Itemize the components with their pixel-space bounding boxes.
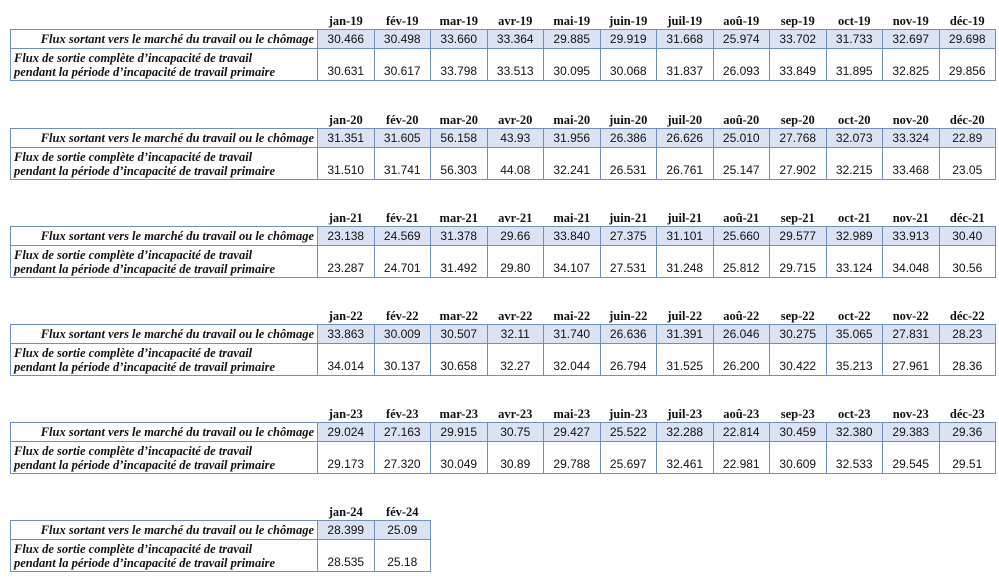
- value-cell: 30.422: [770, 344, 827, 376]
- value-cell: 29.698: [939, 30, 996, 49]
- value-cell: 32.533: [826, 442, 883, 474]
- value-cell: 33.468: [883, 148, 940, 180]
- value-cell: 33.798: [431, 49, 488, 81]
- flux-table: [10, 309, 996, 376]
- value-cell: 32.825: [883, 49, 940, 81]
- value-cell: 29.427: [544, 423, 601, 442]
- value-cell: 43.93: [487, 129, 544, 148]
- month-header: oct-19: [826, 14, 883, 30]
- month-header: mar-23: [431, 407, 488, 423]
- month-header: fév-22: [374, 309, 431, 325]
- value-cell: 29.173: [318, 442, 375, 474]
- value-cell: 22.814: [713, 423, 770, 442]
- month-header: jan-24: [318, 505, 375, 521]
- month-header: mar-22: [431, 309, 488, 325]
- value-cell: 33.364: [487, 30, 544, 49]
- month-header: mar-20: [431, 113, 488, 129]
- value-cell: 22.89: [939, 129, 996, 148]
- value-cell: 35.213: [826, 344, 883, 376]
- value-cell: 27.163: [374, 423, 431, 442]
- header-blank: [11, 407, 318, 423]
- header-row: [11, 211, 996, 227]
- month-header: jan-20: [318, 113, 375, 129]
- month-header: aoû-20: [713, 113, 770, 129]
- value-cell: 25.812: [713, 246, 770, 278]
- row-flux-sortie: [11, 246, 996, 278]
- month-header: déc-19: [939, 14, 996, 30]
- value-cell: 27.320: [374, 442, 431, 474]
- row-label-flux-marche: Flux sortant vers le marché du travail ou le chômage: [11, 30, 318, 49]
- value-cell: 32.697: [883, 30, 940, 49]
- value-cell: 31.668: [657, 30, 714, 49]
- month-header: oct-22: [826, 309, 883, 325]
- value-cell: 33.863: [318, 325, 375, 344]
- value-cell: 29.80: [487, 246, 544, 278]
- month-header: sep-19: [770, 14, 827, 30]
- value-cell: 31.378: [431, 227, 488, 246]
- row-flux-marche: [11, 521, 431, 540]
- value-cell: 30.068: [600, 49, 657, 81]
- month-header: aoû-22: [713, 309, 770, 325]
- value-cell: 31.733: [826, 30, 883, 49]
- month-header: juil-19: [657, 14, 714, 30]
- value-cell: 32.27: [487, 344, 544, 376]
- row-label-line: Flux de sortie complète d’incapacité de travail: [14, 247, 253, 262]
- value-cell: 32.461: [657, 442, 714, 474]
- value-cell: 24.701: [374, 246, 431, 278]
- value-cell: 35.065: [826, 325, 883, 344]
- value-cell: 29.715: [770, 246, 827, 278]
- header-blank: [11, 14, 318, 30]
- value-cell: 32.241: [544, 148, 601, 180]
- value-cell: 29.51: [939, 442, 996, 474]
- month-header: oct-23: [826, 407, 883, 423]
- value-cell: 33.913: [883, 227, 940, 246]
- month-header: nov-21: [883, 211, 940, 227]
- value-cell: 31.101: [657, 227, 714, 246]
- value-cell: 34.048: [883, 246, 940, 278]
- year-block: [10, 211, 996, 278]
- row-flux-marche: [11, 423, 996, 442]
- month-header: mai-21: [544, 211, 601, 227]
- month-header: oct-21: [826, 211, 883, 227]
- value-cell: 29.856: [939, 49, 996, 81]
- value-cell: 31.740: [544, 325, 601, 344]
- value-cell: 30.095: [544, 49, 601, 81]
- flux-table: [10, 14, 996, 81]
- value-cell: 31.391: [657, 325, 714, 344]
- value-cell: 32.215: [826, 148, 883, 180]
- value-cell: 29.915: [431, 423, 488, 442]
- row-label-flux-sortie: [11, 540, 318, 572]
- month-header: jan-21: [318, 211, 375, 227]
- value-cell: 33.840: [544, 227, 601, 246]
- header-row: [11, 14, 996, 30]
- value-cell: 28.23: [939, 325, 996, 344]
- month-header: avr-23: [487, 407, 544, 423]
- row-flux-sortie: [11, 49, 996, 81]
- value-cell: 30.466: [318, 30, 375, 49]
- value-cell: 27.375: [600, 227, 657, 246]
- value-cell: 29.66: [487, 227, 544, 246]
- header-row: [11, 113, 996, 129]
- month-header: juin-21: [600, 211, 657, 227]
- header-blank: [11, 309, 318, 325]
- month-header: mai-20: [544, 113, 601, 129]
- month-header: déc-21: [939, 211, 996, 227]
- row-flux-marche: [11, 129, 996, 148]
- row-label-flux-sortie: [11, 148, 318, 180]
- value-cell: 31.351: [318, 129, 375, 148]
- flux-table: [10, 407, 996, 474]
- value-cell: 23.138: [318, 227, 375, 246]
- value-cell: 29.577: [770, 227, 827, 246]
- month-header: aoû-19: [713, 14, 770, 30]
- month-header: avr-21: [487, 211, 544, 227]
- row-label-flux-marche: Flux sortant vers le marché du travail ou le chômage: [11, 325, 318, 344]
- value-cell: 34.014: [318, 344, 375, 376]
- row-label-flux-sortie: [11, 344, 318, 376]
- row-label-flux-sortie: [11, 49, 318, 81]
- value-cell: 26.093: [713, 49, 770, 81]
- month-header: avr-20: [487, 113, 544, 129]
- value-cell: 23.287: [318, 246, 375, 278]
- value-cell: 26.531: [600, 148, 657, 180]
- value-cell: 27.831: [883, 325, 940, 344]
- month-header: juil-21: [657, 211, 714, 227]
- value-cell: 30.049: [431, 442, 488, 474]
- row-label-line: Flux de sortie complète d’incapacité de travail: [14, 345, 253, 360]
- value-cell: 33.849: [770, 49, 827, 81]
- value-cell: 33.124: [826, 246, 883, 278]
- value-cell: 32.11: [487, 325, 544, 344]
- row-flux-sortie: [11, 442, 996, 474]
- month-header: aoû-23: [713, 407, 770, 423]
- row-label-flux-marche: Flux sortant vers le marché du travail ou le chômage: [11, 423, 318, 442]
- row-label-line: Flux de sortie complète d’incapacité de travail: [14, 149, 253, 164]
- month-header: aoû-21: [713, 211, 770, 227]
- flux-table: [10, 211, 996, 278]
- value-cell: 31.895: [826, 49, 883, 81]
- value-cell: 30.498: [374, 30, 431, 49]
- value-cell: 26.386: [600, 129, 657, 148]
- value-cell: 29.545: [883, 442, 940, 474]
- month-header: jan-19: [318, 14, 375, 30]
- header-row: [11, 309, 996, 325]
- value-cell: 25.660: [713, 227, 770, 246]
- month-header: juin-22: [600, 309, 657, 325]
- row-label-flux-marche: Flux sortant vers le marché du travail ou le chômage: [11, 521, 318, 540]
- month-header: mar-19: [431, 14, 488, 30]
- month-header: nov-20: [883, 113, 940, 129]
- month-header: mai-19: [544, 14, 601, 30]
- month-header: fév-20: [374, 113, 431, 129]
- value-cell: 56.303: [431, 148, 488, 180]
- value-cell: 33.513: [487, 49, 544, 81]
- value-cell: 27.531: [600, 246, 657, 278]
- row-label-line: pendant la période d’incapacité de travail primaire: [14, 555, 276, 570]
- value-cell: 26.046: [713, 325, 770, 344]
- value-cell: 31.510: [318, 148, 375, 180]
- value-cell: 30.631: [318, 49, 375, 81]
- row-flux-sortie: [11, 344, 996, 376]
- year-block: [10, 113, 996, 180]
- value-cell: 28.535: [318, 540, 375, 572]
- value-cell: 26.794: [600, 344, 657, 376]
- value-cell: 30.75: [487, 423, 544, 442]
- value-cell: 31.492: [431, 246, 488, 278]
- value-cell: 29.36: [939, 423, 996, 442]
- row-label-line: pendant la période d’incapacité de travail primaire: [14, 64, 276, 79]
- value-cell: 30.009: [374, 325, 431, 344]
- value-cell: 33.660: [431, 30, 488, 49]
- header-row: [11, 407, 996, 423]
- month-header: avr-22: [487, 309, 544, 325]
- value-cell: 30.507: [431, 325, 488, 344]
- row-label-flux-marche: Flux sortant vers le marché du travail ou le chômage: [11, 129, 318, 148]
- row-flux-sortie: [11, 540, 431, 572]
- value-cell: 56.158: [431, 129, 488, 148]
- month-header: mai-22: [544, 309, 601, 325]
- value-cell: 32.073: [826, 129, 883, 148]
- month-header: sep-20: [770, 113, 827, 129]
- value-cell: 25.522: [600, 423, 657, 442]
- month-header: fév-24: [374, 505, 431, 521]
- month-header: sep-21: [770, 211, 827, 227]
- value-cell: 25.18: [374, 540, 431, 572]
- value-cell: 27.902: [770, 148, 827, 180]
- row-label-line: pendant la période d’incapacité de travail primaire: [14, 261, 276, 276]
- value-cell: 26.761: [657, 148, 714, 180]
- row-label-line: Flux de sortie complète d’incapacité de travail: [14, 443, 253, 458]
- value-cell: 27.961: [883, 344, 940, 376]
- value-cell: 25.974: [713, 30, 770, 49]
- month-header: nov-22: [883, 309, 940, 325]
- value-cell: 31.956: [544, 129, 601, 148]
- month-header: déc-22: [939, 309, 996, 325]
- value-cell: 30.56: [939, 246, 996, 278]
- value-cell: 30.275: [770, 325, 827, 344]
- year-block: [10, 505, 431, 572]
- month-header: juin-19: [600, 14, 657, 30]
- row-flux-marche: [11, 227, 996, 246]
- row-flux-marche: [11, 325, 996, 344]
- header-blank: [11, 211, 318, 227]
- header-blank: [11, 505, 318, 521]
- value-cell: 30.137: [374, 344, 431, 376]
- month-header: juin-20: [600, 113, 657, 129]
- value-cell: 26.200: [713, 344, 770, 376]
- value-cell: 31.248: [657, 246, 714, 278]
- value-cell: 23.05: [939, 148, 996, 180]
- month-header: oct-20: [826, 113, 883, 129]
- row-label-line: pendant la période d’incapacité de travail primaire: [14, 163, 276, 178]
- month-header: juil-20: [657, 113, 714, 129]
- value-cell: 34.107: [544, 246, 601, 278]
- year-block: [10, 407, 996, 474]
- value-cell: 30.40: [939, 227, 996, 246]
- row-flux-marche: [11, 30, 996, 49]
- month-header: fév-21: [374, 211, 431, 227]
- value-cell: 31.605: [374, 129, 431, 148]
- value-cell: 26.626: [657, 129, 714, 148]
- value-cell: 30.459: [770, 423, 827, 442]
- value-cell: 27.768: [770, 129, 827, 148]
- year-block: [10, 309, 996, 376]
- row-label-flux-marche: Flux sortant vers le marché du travail ou le chômage: [11, 227, 318, 246]
- row-flux-sortie: [11, 148, 996, 180]
- value-cell: 33.702: [770, 30, 827, 49]
- month-header: sep-23: [770, 407, 827, 423]
- row-label-flux-sortie: [11, 442, 318, 474]
- value-cell: 25.697: [600, 442, 657, 474]
- value-cell: 32.380: [826, 423, 883, 442]
- month-header: sep-22: [770, 309, 827, 325]
- value-cell: 31.741: [374, 148, 431, 180]
- flux-table: [10, 113, 996, 180]
- value-cell: 30.609: [770, 442, 827, 474]
- flux-table: [10, 505, 431, 572]
- value-cell: 29.885: [544, 30, 601, 49]
- value-cell: 31.837: [657, 49, 714, 81]
- month-header: juil-22: [657, 309, 714, 325]
- value-cell: 32.044: [544, 344, 601, 376]
- month-header: déc-20: [939, 113, 996, 129]
- value-cell: 25.09: [374, 521, 431, 540]
- month-header: jan-22: [318, 309, 375, 325]
- value-cell: 29.383: [883, 423, 940, 442]
- value-cell: 28.36: [939, 344, 996, 376]
- value-cell: 32.288: [657, 423, 714, 442]
- row-label-line: Flux de sortie complète d’incapacité de travail: [14, 541, 253, 556]
- value-cell: 30.89: [487, 442, 544, 474]
- row-label-line: pendant la période d’incapacité de travail primaire: [14, 457, 276, 472]
- value-cell: 30.658: [431, 344, 488, 376]
- month-header: nov-23: [883, 407, 940, 423]
- header-row: [11, 505, 431, 521]
- value-cell: 44.08: [487, 148, 544, 180]
- value-cell: 29.024: [318, 423, 375, 442]
- value-cell: 22.981: [713, 442, 770, 474]
- value-cell: 32.989: [826, 227, 883, 246]
- month-header: juil-23: [657, 407, 714, 423]
- row-label-line: Flux de sortie complète d’incapacité de travail: [14, 50, 253, 65]
- month-header: jan-23: [318, 407, 375, 423]
- value-cell: 29.788: [544, 442, 601, 474]
- value-cell: 25.147: [713, 148, 770, 180]
- value-cell: 25.010: [713, 129, 770, 148]
- month-header: mar-21: [431, 211, 488, 227]
- row-label-flux-sortie: [11, 246, 318, 278]
- month-header: mai-23: [544, 407, 601, 423]
- month-header: déc-23: [939, 407, 996, 423]
- month-header: juin-23: [600, 407, 657, 423]
- year-block: [10, 14, 996, 81]
- value-cell: 26.636: [600, 325, 657, 344]
- value-cell: 33.324: [883, 129, 940, 148]
- row-label-line: pendant la période d’incapacité de travail primaire: [14, 359, 276, 374]
- header-blank: [11, 113, 318, 129]
- month-header: nov-19: [883, 14, 940, 30]
- value-cell: 29.919: [600, 30, 657, 49]
- value-cell: 30.617: [374, 49, 431, 81]
- month-header: fév-23: [374, 407, 431, 423]
- month-header: fév-19: [374, 14, 431, 30]
- value-cell: 28.399: [318, 521, 375, 540]
- value-cell: 31.525: [657, 344, 714, 376]
- month-header: avr-19: [487, 14, 544, 30]
- value-cell: 24.569: [374, 227, 431, 246]
